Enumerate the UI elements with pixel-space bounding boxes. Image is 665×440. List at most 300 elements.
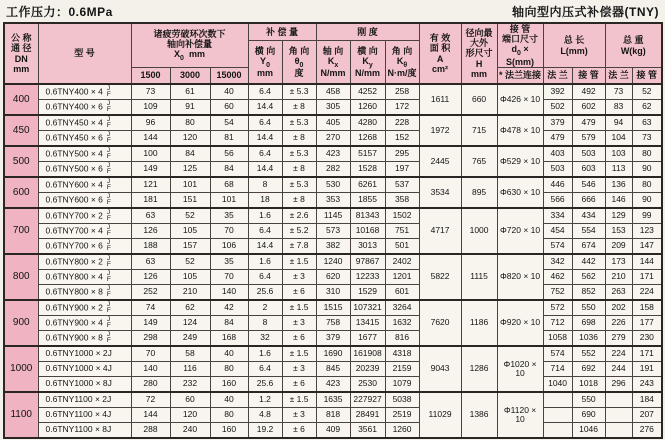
cell-angular-stiffness: 3264: [385, 300, 419, 316]
col-header-length-pipe: 接 管: [572, 68, 605, 85]
cell-x15000: 40: [210, 346, 248, 362]
table-row: [4, 392, 662, 408]
cell-lateral-comp: 32: [248, 331, 282, 347]
model-connection-suffix: J F: [106, 116, 111, 130]
cell-length-flange: [543, 392, 572, 408]
cell-model: [38, 131, 131, 147]
page-title-pressure: 工作压力：0.6MPa: [6, 5, 113, 19]
cell-axial-stiffness: 1145: [316, 208, 350, 224]
col-header-cycles-3000: 3000: [170, 68, 210, 85]
cell-length-pipe: 554: [572, 224, 605, 239]
model-connection-suffix: J F: [106, 193, 111, 207]
cell-weight-flange: 103: [605, 146, 632, 162]
cell-angular-comp: ± 5.3: [282, 84, 316, 100]
cell-x15000: 84: [210, 162, 248, 178]
cell-weight-flange: [605, 423, 632, 439]
cell-angular-comp: ± 3: [282, 270, 316, 285]
cell-length-flange: 392: [543, 84, 572, 100]
cell-lateral-stiffness: 2530: [350, 377, 385, 393]
cell-length-flange: 479: [543, 131, 572, 147]
cell-axial-stiffness: 818: [316, 408, 350, 423]
cell-weight-flange: 263: [605, 285, 632, 301]
cell-lateral-stiffness: 1260: [350, 100, 385, 116]
cell-lateral-comp: 6.4: [248, 146, 282, 162]
cell-weight-pipe: 177: [632, 316, 662, 331]
model-connection-suffix: J F: [106, 224, 111, 238]
col-header-total-length: 总 长 L(mm): [543, 23, 605, 68]
cell-x15000: 40: [210, 84, 248, 100]
cell-lateral-comp: 6.4: [248, 362, 282, 377]
cell-weight-flange: 104: [605, 131, 632, 147]
cell-lateral-comp: 1.6: [248, 346, 282, 362]
cell-lateral-comp: 6.4: [248, 270, 282, 285]
model-label: 0.6TNY1100 × 4J: [45, 409, 112, 420]
cell-lateral-stiffness: 107321: [350, 300, 385, 316]
cell-axial-stiffness: 405: [316, 115, 350, 131]
cell-lateral-comp: 1.2: [248, 392, 282, 408]
cell-weight-flange: 146: [605, 193, 632, 209]
model-connection-suffix: J F: [106, 162, 111, 176]
cell-x1500: 72: [131, 392, 170, 408]
cell-length-flange: 403: [543, 146, 572, 162]
cell-angular-comp: ± 5.2: [282, 224, 316, 239]
cell-max-radial-size: 1186: [461, 300, 497, 346]
cell-model: [38, 115, 131, 131]
page-title-product: 轴向型内压式补偿器(TNY): [512, 5, 659, 19]
model-label: 0.6TNY1000 × 4J: [45, 363, 112, 374]
cell-x3000: 240: [170, 423, 210, 439]
cell-angular-stiffness: 751: [385, 224, 419, 239]
cell-weight-pipe: 90: [632, 193, 662, 209]
cell-length-flange: 503: [543, 162, 572, 178]
cell-angular-stiffness: 295: [385, 146, 419, 162]
cell-weight-pipe: 276: [632, 423, 662, 439]
cell-axial-stiffness: 530: [316, 177, 350, 193]
cell-lateral-comp: 8: [248, 177, 282, 193]
cell-lateral-stiffness: 5157: [350, 146, 385, 162]
cell-weight-pipe: 158: [632, 300, 662, 316]
cell-angular-stiffness: 2519: [385, 408, 419, 423]
cell-pipe-port-size: Φ1020 × 10: [497, 346, 543, 392]
cell-lateral-stiffness: 6261: [350, 177, 385, 193]
cell-axial-stiffness: 1240: [316, 254, 350, 270]
model-connection-suffix: J F: [106, 331, 111, 345]
cell-lateral-stiffness: 1528: [350, 162, 385, 178]
col-header-pipe-port: 接 管 端口尺寸 $d_0 \times S(mm)$: [497, 23, 543, 68]
cell-weight-flange: 113: [605, 162, 632, 178]
table-row: [4, 162, 662, 178]
cell-angular-comp: ± 5.3: [282, 146, 316, 162]
table-row: [4, 300, 662, 316]
cell-length-pipe: 479: [572, 115, 605, 131]
cell-x15000: 40: [210, 392, 248, 408]
cell-effective-area: 9043: [419, 346, 461, 392]
cell-lateral-stiffness: 1529: [350, 285, 385, 301]
col-header-lateral-comp: 横 向 $Y_0$ mm: [248, 41, 282, 85]
cell-length-pipe: 503: [572, 146, 605, 162]
cell-dn: 800: [4, 254, 38, 300]
cell-pipe-port-size: Φ1120 × 10: [497, 392, 543, 438]
model-label: 0.6TNY800 × 8: [45, 286, 103, 297]
cell-angular-comp: ± 8: [282, 131, 316, 147]
cell-lateral-stiffness: 1855: [350, 193, 385, 209]
model-connection-suffix: J F: [106, 85, 111, 99]
cell-lateral-stiffness: 81343: [350, 208, 385, 224]
cell-angular-comp: ± 2.6: [282, 208, 316, 224]
table-row: [4, 346, 662, 362]
cell-length-flange: 752: [543, 285, 572, 301]
cell-angular-comp: ± 1.5: [282, 392, 316, 408]
cell-x3000: 120: [170, 131, 210, 147]
cell-length-flange: [543, 408, 572, 423]
col-header-stiffness-group: 刚 度: [316, 23, 419, 41]
cell-x1500: 63: [131, 254, 170, 270]
cell-axial-stiffness: 845: [316, 362, 350, 377]
cell-x1500: 109: [131, 100, 170, 116]
cell-lateral-comp: 1.6: [248, 254, 282, 270]
cell-x3000: 249: [170, 331, 210, 347]
cell-length-flange: 572: [543, 300, 572, 316]
cell-lateral-comp: 1.6: [248, 208, 282, 224]
cell-x15000: 101: [210, 193, 248, 209]
cell-weight-flange: 202: [605, 300, 632, 316]
col-header-total-weight: 总 重 W(kg): [605, 23, 662, 68]
cell-x3000: 62: [170, 300, 210, 316]
cell-length-pipe: 546: [572, 177, 605, 193]
cell-effective-area: 11029: [419, 392, 461, 438]
cell-angular-comp: ± 6: [282, 331, 316, 347]
table-row: [4, 285, 662, 301]
cell-length-pipe: 550: [572, 300, 605, 316]
table-row: [4, 377, 662, 393]
cell-length-pipe: 692: [572, 362, 605, 377]
cell-length-pipe: 666: [572, 193, 605, 209]
model-label: 0.6TNY500 × 6: [45, 163, 103, 174]
cell-angular-stiffness: 197: [385, 162, 419, 178]
cell-lateral-comp: 2: [248, 300, 282, 316]
col-header-max-radial-size: 径向最大外 形尺寸 H mm: [461, 23, 497, 84]
model-connection-suffix: J F: [106, 285, 111, 299]
cell-max-radial-size: 1000: [461, 208, 497, 254]
cell-model: [38, 193, 131, 209]
cell-x3000: 157: [170, 239, 210, 255]
model-label: 0.6TNY700 × 2: [45, 210, 103, 221]
cell-x1500: 74: [131, 300, 170, 316]
cell-weight-flange: 279: [605, 331, 632, 347]
cell-axial-stiffness: 423: [316, 377, 350, 393]
model-label: 0.6TNY1100 × 2J: [45, 394, 112, 405]
cell-x1500: 63: [131, 208, 170, 224]
cell-angular-stiffness: 4318: [385, 346, 419, 362]
cell-axial-stiffness: 573: [316, 224, 350, 239]
cell-angular-comp: ± 3: [282, 408, 316, 423]
cell-weight-flange: 296: [605, 377, 632, 393]
cell-angular-stiffness: 5038: [385, 392, 419, 408]
table-row: [4, 408, 662, 423]
cell-lateral-comp: 19.2: [248, 423, 282, 439]
cell-effective-area: 1611: [419, 84, 461, 115]
cell-model: [38, 300, 131, 316]
cell-x1500: 96: [131, 115, 170, 131]
cell-x3000: 116: [170, 362, 210, 377]
cell-x1500: 140: [131, 362, 170, 377]
cell-dn: 700: [4, 208, 38, 254]
table-row: [4, 177, 662, 193]
table-row: [4, 131, 662, 147]
col-header-fatigue-compensation: 诸疲劳破环次数下 轴向补偿量 $X_0$ mm: [131, 23, 248, 68]
cell-lateral-comp: 25.6: [248, 285, 282, 301]
cell-axial-stiffness: 1690: [316, 346, 350, 362]
col-header-dn: 公 称 通 径 DN mm: [4, 23, 38, 84]
model-label: 0.6TNY1000 × 8J: [45, 378, 112, 389]
cell-angular-stiffness: 1260: [385, 423, 419, 439]
cell-x1500: 100: [131, 146, 170, 162]
cell-angular-stiffness: 2159: [385, 362, 419, 377]
cell-length-flange: 446: [543, 177, 572, 193]
cell-x1500: 188: [131, 239, 170, 255]
cell-x1500: 144: [131, 408, 170, 423]
cell-axial-stiffness: 382: [316, 239, 350, 255]
col-header-angular-comp: 角 向 $\theta_0$ 度: [282, 41, 316, 85]
cell-angular-comp: ± 5.3: [282, 177, 316, 193]
cell-x3000: 120: [170, 408, 210, 423]
cell-weight-pipe: 90: [632, 162, 662, 178]
cell-angular-comp: ± 1.5: [282, 346, 316, 362]
cell-x15000: 35: [210, 208, 248, 224]
cell-max-radial-size: 1115: [461, 254, 497, 300]
cell-angular-stiffness: 1502: [385, 208, 419, 224]
cell-weight-pipe: 191: [632, 362, 662, 377]
cell-lateral-stiffness: 161908: [350, 346, 385, 362]
cell-x15000: 106: [210, 239, 248, 255]
col-header-length-flange: 法 兰: [543, 68, 572, 85]
model-label: 0.6TNY900 × 8: [45, 332, 103, 343]
cell-model: [38, 224, 131, 239]
col-header-lateral-stiffness: 横 向 $K_y$ N/mm: [350, 41, 385, 85]
cell-lateral-stiffness: 97867: [350, 254, 385, 270]
cell-x1500: 126: [131, 224, 170, 239]
col-header-cycles-1500: 1500: [131, 68, 170, 85]
cell-weight-pipe: 144: [632, 254, 662, 270]
cell-angular-stiffness: 2402: [385, 254, 419, 270]
cell-effective-area: 2445: [419, 146, 461, 177]
cell-lateral-stiffness: 1677: [350, 331, 385, 347]
cell-weight-pipe: 63: [632, 115, 662, 131]
cell-length-pipe: 550: [572, 392, 605, 408]
cell-axial-stiffness: 423: [316, 146, 350, 162]
cell-x3000: 80: [170, 115, 210, 131]
cell-x1500: 298: [131, 331, 170, 347]
cell-axial-stiffness: 282: [316, 162, 350, 178]
cell-weight-flange: 83: [605, 100, 632, 116]
cell-x3000: 124: [170, 316, 210, 331]
table-row: [4, 423, 662, 439]
cell-pipe-port-size: Φ426 × 10: [497, 84, 543, 115]
cell-x15000: 35: [210, 254, 248, 270]
cell-angular-comp: ± 7.8: [282, 239, 316, 255]
col-header-weight-pipe: 接 管: [632, 68, 662, 85]
cell-angular-stiffness: 537: [385, 177, 419, 193]
cell-length-pipe: 442: [572, 254, 605, 270]
cell-length-pipe: 674: [572, 239, 605, 255]
cell-axial-stiffness: 1635: [316, 392, 350, 408]
cell-axial-stiffness: 310: [316, 285, 350, 301]
cell-lateral-stiffness: 4252: [350, 84, 385, 100]
cell-angular-comp: ± 6: [282, 423, 316, 439]
cell-axial-stiffness: 409: [316, 423, 350, 439]
cell-x1500: 126: [131, 270, 170, 285]
cell-dn: 1100: [4, 392, 38, 438]
cell-pipe-port-size: Φ820 × 10: [497, 254, 543, 300]
cell-x15000: 54: [210, 115, 248, 131]
col-header-angular-stiffness: 角 向 $K_\theta$ N·m/度: [385, 41, 419, 85]
cell-lateral-stiffness: 227927: [350, 392, 385, 408]
cell-angular-comp: ± 1.5: [282, 300, 316, 316]
model-label: 0.6TNY1000 × 2J: [45, 348, 112, 359]
cell-x15000: 56: [210, 146, 248, 162]
cell-angular-comp: ± 8: [282, 162, 316, 178]
cell-effective-area: 1972: [419, 115, 461, 146]
cell-model: [38, 254, 131, 270]
cell-weight-flange: [605, 408, 632, 423]
cell-weight-flange: 73: [605, 84, 632, 100]
cell-length-pipe: 1036: [572, 331, 605, 347]
cell-length-pipe: 602: [572, 100, 605, 116]
model-label: 0.6TNY900 × 4: [45, 317, 103, 328]
table-row: [4, 208, 662, 224]
model-label: 0.6TNY450 × 4: [45, 117, 103, 128]
cell-model: [38, 208, 131, 224]
cell-pipe-port-size: Φ920 × 10: [497, 300, 543, 346]
cell-x15000: 80: [210, 362, 248, 377]
cell-length-flange: 574: [543, 346, 572, 362]
cell-weight-pipe: 62: [632, 100, 662, 116]
cell-model: [38, 177, 131, 193]
cell-lateral-stiffness: 28491: [350, 408, 385, 423]
cell-model: [38, 362, 131, 377]
cell-length-flange: [543, 423, 572, 439]
table-row: [4, 362, 662, 377]
cell-x1500: 70: [131, 346, 170, 362]
cell-length-flange: 714: [543, 362, 572, 377]
table-body: [4, 84, 662, 438]
cell-weight-flange: 244: [605, 362, 632, 377]
model-connection-suffix: J F: [106, 270, 111, 284]
cell-dn: 600: [4, 177, 38, 208]
cell-angular-comp: ± 6: [282, 377, 316, 393]
cell-weight-flange: 226: [605, 316, 632, 331]
cell-pipe-port-size: Φ529 × 10: [497, 146, 543, 177]
cell-axial-stiffness: 458: [316, 84, 350, 100]
cell-x3000: 232: [170, 377, 210, 393]
cell-length-flange: 574: [543, 239, 572, 255]
table-row: [4, 84, 662, 100]
cell-lateral-comp: 6.4: [248, 224, 282, 239]
table-row: [4, 331, 662, 347]
cell-length-flange: 334: [543, 208, 572, 224]
cell-max-radial-size: 715: [461, 115, 497, 146]
cell-angular-stiffness: 152: [385, 131, 419, 147]
cell-x3000: 91: [170, 100, 210, 116]
cell-lateral-comp: 4.8: [248, 408, 282, 423]
cell-length-flange: 462: [543, 270, 572, 285]
cell-x1500: 121: [131, 177, 170, 193]
cell-max-radial-size: 1286: [461, 346, 497, 392]
cell-angular-stiffness: 816: [385, 331, 419, 347]
cell-max-radial-size: 660: [461, 84, 497, 115]
cell-weight-pipe: 80: [632, 177, 662, 193]
cell-length-pipe: 434: [572, 208, 605, 224]
cell-axial-stiffness: 270: [316, 131, 350, 147]
cell-lateral-comp: 14.4: [248, 162, 282, 178]
cell-length-flange: 379: [543, 115, 572, 131]
cell-lateral-stiffness: 1268: [350, 131, 385, 147]
cell-weight-flange: 210: [605, 270, 632, 285]
cell-x15000: 70: [210, 224, 248, 239]
cell-weight-flange: 209: [605, 239, 632, 255]
cell-length-flange: 712: [543, 316, 572, 331]
cell-x3000: 60: [170, 392, 210, 408]
cell-angular-stiffness: 228: [385, 115, 419, 131]
cell-angular-comp: ± 3: [282, 362, 316, 377]
cell-model: [38, 316, 131, 331]
table-row: [4, 224, 662, 239]
cell-weight-flange: 136: [605, 177, 632, 193]
model-connection-suffix: J F: [106, 147, 111, 161]
model-label: 0.6TNY600 × 4: [45, 179, 103, 190]
cell-x1500: 149: [131, 162, 170, 178]
cell-model: [38, 84, 131, 100]
header-row-1: [4, 23, 662, 41]
cell-weight-pipe: 99: [632, 208, 662, 224]
cell-length-flange: 566: [543, 193, 572, 209]
table-row: [4, 146, 662, 162]
cell-x15000: 68: [210, 177, 248, 193]
model-label: 0.6TNY600 × 6: [45, 194, 103, 205]
cell-axial-stiffness: 305: [316, 100, 350, 116]
model-label: 0.6TNY400 × 6: [45, 101, 103, 112]
cell-weight-pipe: 230: [632, 331, 662, 347]
cell-pipe-port-size: Φ720 × 10: [497, 208, 543, 254]
cell-dn: 900: [4, 300, 38, 346]
cell-weight-flange: 94: [605, 115, 632, 131]
col-header-flange-connection-note: * 法兰连接: [497, 68, 543, 85]
cell-lateral-stiffness: 4280: [350, 115, 385, 131]
cell-angular-comp: ± 8: [282, 193, 316, 209]
cell-length-pipe: 690: [572, 408, 605, 423]
cell-x3000: 61: [170, 84, 210, 100]
table-row: [4, 316, 662, 331]
cell-axial-stiffness: 620: [316, 270, 350, 285]
cell-max-radial-size: 765: [461, 146, 497, 177]
cell-model: [38, 346, 131, 362]
cell-length-pipe: 562: [572, 270, 605, 285]
cell-weight-pipe: 207: [632, 408, 662, 423]
table-row: [4, 239, 662, 255]
cell-axial-stiffness: 379: [316, 331, 350, 347]
cell-max-radial-size: 1386: [461, 392, 497, 438]
cell-x1500: 252: [131, 285, 170, 301]
col-header-weight-flange: 法 兰: [605, 68, 632, 85]
cell-lateral-comp: 14.4: [248, 239, 282, 255]
cell-model: [38, 423, 131, 439]
model-connection-suffix: J F: [106, 209, 111, 223]
cell-x15000: 84: [210, 316, 248, 331]
model-label: 0.6TNY450 × 6: [45, 132, 103, 143]
cell-x3000: 210: [170, 285, 210, 301]
cell-x15000: 160: [210, 377, 248, 393]
cell-x1500: 280: [131, 377, 170, 393]
